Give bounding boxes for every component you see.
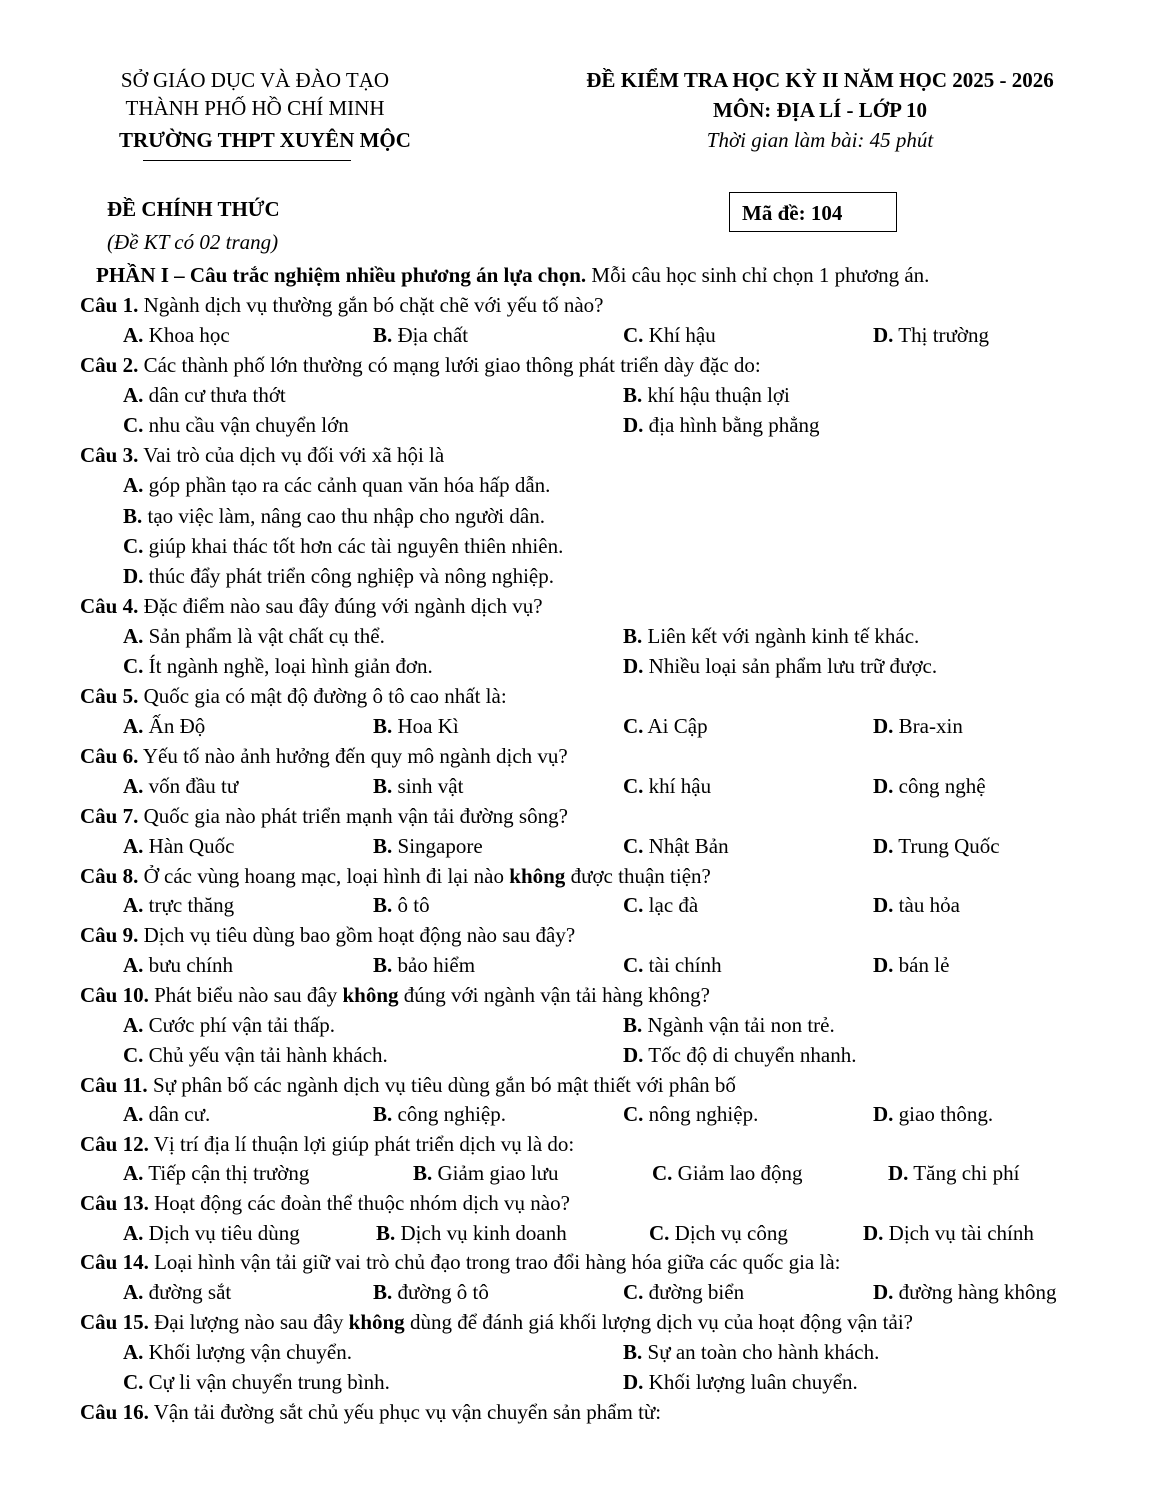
item-label: B. [373, 323, 393, 347]
question-3 [80, 441, 444, 469]
question-12 [80, 1130, 574, 1158]
item-text: Chủ yếu vận tải hành khách. [143, 1043, 388, 1067]
item-label: Câu 8. [80, 864, 139, 888]
item-text: Địa chất [392, 323, 469, 347]
option-a [123, 471, 550, 499]
item-label: C. [649, 1221, 670, 1245]
item-text: Singapore [392, 834, 483, 858]
item-label: C. [623, 893, 644, 917]
item-label: D. [623, 1043, 644, 1067]
item-label: C. [123, 654, 144, 678]
item-text: Ấn Độ [143, 714, 206, 738]
item-text: giúp khai thác tốt hơn các tài nguyên thiên nhiên. [143, 534, 564, 558]
item-text: tạo việc làm, nâng cao thu nhập cho người dân. [142, 504, 545, 528]
option-c [649, 1219, 788, 1247]
option-d [873, 1278, 1056, 1306]
item-text: Hoa Kì [392, 714, 459, 738]
item-text: bán lẻ [893, 953, 950, 977]
item-label: D. [873, 953, 894, 977]
item-text: Đặc điểm nào sau đây đúng với ngành dịch vụ? [138, 594, 543, 618]
item-text: Giảm lao động [672, 1161, 803, 1185]
question-11 [80, 1071, 736, 1099]
question-text: Ngành dịch vụ thường gắn bó chặt chẽ với yếu tố nào? [138, 293, 604, 317]
item-label: A. [123, 624, 144, 648]
item-label: C. [123, 1043, 144, 1067]
item-text: dân cư. [143, 1102, 211, 1126]
question-2 [80, 351, 761, 379]
item-label: A. [123, 1102, 144, 1126]
item-text: Ngành vận tải non trẻ. [642, 1013, 835, 1037]
item-text: Quốc gia có mật độ đường ô tô cao nhất là: [138, 684, 507, 708]
option-d [873, 891, 960, 919]
item-label: C. [623, 834, 644, 858]
item-label: A. [123, 953, 144, 977]
item-text: Các thành phố lớn thường có mạng lưới giao thông phát triển dày đặc do: [138, 353, 761, 377]
item-text: đường sắt [143, 1280, 232, 1304]
item-label: Câu 10. [80, 983, 149, 1007]
item-text: góp phần tạo ra các cảnh quan văn hóa hấp dẫn. [143, 473, 551, 497]
question-7 [80, 802, 568, 830]
item-label: B. [373, 1280, 393, 1304]
item-label: Câu 5. [80, 684, 139, 708]
item-label: B. [123, 504, 143, 528]
item-label: B. [373, 714, 393, 738]
option-c [123, 532, 563, 560]
item-text: Liên kết với ngành kinh tế khác. [642, 624, 920, 648]
item-text: ô tô [392, 893, 430, 917]
item-label: C. [623, 953, 644, 977]
option-a [123, 1159, 309, 1187]
option-b [373, 951, 475, 979]
item-label: C. [123, 1370, 144, 1394]
option-d [873, 712, 963, 740]
item-text: Sản phẩm là vật chất cụ thể. [143, 624, 385, 648]
option-d [873, 1100, 993, 1128]
option-b [376, 1219, 567, 1247]
item-text: khí hậu thuận lợi [642, 383, 790, 407]
item-text: địa hình bằng phẳng [643, 413, 820, 437]
option-a [123, 832, 234, 860]
option-c [623, 891, 698, 919]
item-text: Vận tải đường sắt chủ yếu phục vụ vận chuyển sản phẩm từ: [148, 1400, 662, 1424]
item-label: B. [623, 624, 643, 648]
item-label: B. [623, 383, 643, 407]
exam-title: ĐỀ KIỂM TRA HỌC KỲ II NĂM HỌC 2025 - 2026 [586, 68, 1054, 92]
item-label: A. [123, 383, 144, 407]
item-text: sinh vật [392, 774, 464, 798]
item-label: B. [413, 1161, 433, 1185]
option-b [623, 1011, 835, 1039]
item-label: A. [123, 774, 144, 798]
option-c [623, 321, 716, 349]
option-a [123, 891, 234, 919]
option-b [623, 1338, 879, 1366]
item-text: không [342, 983, 399, 1007]
item-label: Câu 7. [80, 804, 139, 828]
question-15 [80, 1308, 913, 1336]
item-text: thúc đẩy phát triển công nghiệp và nông nghiệp. [143, 564, 554, 588]
option-d [873, 951, 949, 979]
item-label: B. [373, 834, 393, 858]
item-text: Hàn Quốc [143, 834, 235, 858]
question-9 [80, 921, 575, 949]
item-label: C. [623, 323, 644, 347]
dept-line1: SỞ GIÁO DỤC VÀ ĐÀO TẠO [120, 68, 390, 92]
item-text: lạc đà [643, 893, 699, 917]
item-text: Dịch vụ kinh doanh [395, 1221, 567, 1245]
school-underline [143, 160, 351, 161]
section-title-bold: PHẦN I – Câu trắc nghiệm nhiều phương án lựa chọn. [96, 263, 587, 287]
option-c [623, 712, 708, 740]
item-text: Sự an toàn cho hành khách. [642, 1340, 880, 1364]
option-a [123, 951, 233, 979]
item-label: D. [623, 654, 644, 678]
option-d [888, 1159, 1019, 1187]
subject-line: MÔN: ĐỊA LÍ - LỚP 10 [712, 98, 928, 122]
question-5 [80, 682, 507, 710]
item-label: D. [873, 834, 894, 858]
item-label: A. [123, 1221, 144, 1245]
item-text: dân cư thưa thớt [143, 383, 286, 407]
option-b [413, 1159, 559, 1187]
item-label: B. [623, 1340, 643, 1364]
item-text: được thuận tiện? [565, 864, 711, 888]
item-label: A. [123, 1340, 144, 1364]
item-text: vốn đầu tư [143, 774, 239, 798]
item-text: Sự phân bố các ngành dịch vụ tiêu dùng gắn bó mật thiết với phân bố [147, 1073, 736, 1097]
option-b [623, 381, 790, 409]
question-4 [80, 592, 543, 620]
item-label: C. [123, 534, 144, 558]
item-text: nông nghiệp. [643, 1102, 759, 1126]
item-text: đường biển [643, 1280, 745, 1304]
item-label: D. [873, 323, 894, 347]
exam-code-box [729, 192, 897, 232]
item-text: tàu hỏa [893, 893, 960, 917]
item-text: tài chính [643, 953, 722, 977]
item-label: C. [623, 714, 644, 738]
item-label: B. [373, 953, 393, 977]
option-a [123, 1011, 335, 1039]
item-text: Khoa học [143, 323, 230, 347]
item-text: bảo hiểm [392, 953, 476, 977]
option-a [123, 1100, 210, 1128]
dept-line2: THÀNH PHỐ HỒ CHÍ MINH [125, 96, 385, 120]
pages-note: (Đề KT có 02 trang) [107, 230, 279, 254]
item-text: Vị trí địa lí thuận lợi giúp phát triển dịch vụ là do: [148, 1132, 575, 1156]
item-label: Câu 4. [80, 594, 139, 618]
item-label: C. [623, 1280, 644, 1304]
official-label: ĐỀ CHÍNH THỨC [107, 197, 280, 221]
item-text: Vai trò của dịch vụ đối với xã hội là [138, 443, 445, 467]
option-b [373, 712, 459, 740]
item-label: D. [863, 1221, 884, 1245]
option-b [373, 891, 430, 919]
item-text: công nghệ [893, 774, 986, 798]
option-c [623, 772, 711, 800]
option-c [623, 832, 729, 860]
option-d [873, 772, 986, 800]
item-label: Câu 15. [80, 1310, 149, 1334]
item-text: Phát biểu nào sau đây [148, 983, 343, 1007]
item-label: B. [373, 1102, 393, 1126]
option-b [373, 832, 483, 860]
item-label: A. [123, 473, 144, 497]
option-c [623, 1100, 758, 1128]
item-label: D. [873, 893, 894, 917]
item-text: Khối lượng vận chuyển. [143, 1340, 352, 1364]
item-text: Tiếp cận thị trường [143, 1161, 310, 1185]
option-c [623, 1278, 744, 1306]
item-text: công nghiệp. [392, 1102, 506, 1126]
option-d [873, 832, 1000, 860]
item-text: Bra-xin [893, 714, 963, 738]
option-a [123, 1338, 352, 1366]
option-c [123, 411, 349, 439]
item-text: Dịch vụ công [669, 1221, 788, 1245]
option-a [123, 1219, 300, 1247]
item-text: Dịch vụ tài chính [883, 1221, 1034, 1245]
item-label: D. [888, 1161, 909, 1185]
item-label: A. [123, 714, 144, 738]
item-text: không [509, 864, 566, 888]
question-14 [80, 1248, 841, 1276]
item-label: A. [123, 323, 144, 347]
item-label: B. [373, 774, 393, 798]
item-text: Ít ngành nghề, loại hình giản đơn. [143, 654, 433, 678]
item-text: Cước phí vận tải thấp. [143, 1013, 336, 1037]
option-c [123, 1368, 390, 1396]
option-d [623, 652, 937, 680]
option-d [863, 1219, 1034, 1247]
option-d [623, 1368, 858, 1396]
exam-code: Mã đề: 104 [742, 201, 843, 225]
item-label: Câu 16. [80, 1400, 149, 1424]
item-label: Câu 3. [80, 443, 139, 467]
option-c [652, 1159, 802, 1187]
item-text: giao thông. [893, 1102, 994, 1126]
item-label: D. [873, 1280, 894, 1304]
item-text: Khí hậu [643, 323, 716, 347]
option-d [123, 562, 554, 590]
item-label: Câu 2. [80, 353, 139, 377]
section-title [96, 261, 929, 289]
item-label: Câu 12. [80, 1132, 149, 1156]
question-8 [80, 862, 711, 890]
item-text: Yếu tố nào ảnh hưởng đến quy mô ngành dịch vụ? [138, 744, 568, 768]
option-c [623, 951, 722, 979]
item-label: C. [623, 774, 644, 798]
item-text: nhu cầu vận chuyển lớn [143, 413, 349, 437]
item-text: Ở các vùng hoang mạc, loại hình đi lại nào [138, 864, 510, 888]
item-text: khí hậu [643, 774, 712, 798]
option-a [123, 712, 205, 740]
item-label: D. [873, 774, 894, 798]
option-b [623, 622, 919, 650]
time-line: Thời gian làm bài: 45 phút [706, 128, 934, 152]
option-a [123, 772, 238, 800]
option-b [123, 502, 545, 530]
option-a [123, 321, 230, 349]
option-d [873, 321, 989, 349]
item-text: Giảm giao lưu [432, 1161, 559, 1185]
item-label: D. [873, 1102, 894, 1126]
item-text: Nhiều loại sản phẩm lưu trữ được. [643, 654, 938, 678]
item-text: Tăng chi phí [908, 1161, 1020, 1185]
item-text: đường hàng không [893, 1280, 1057, 1304]
item-text: Thị trường [893, 323, 990, 347]
item-label: A. [123, 1280, 144, 1304]
option-b [373, 772, 463, 800]
item-text: Khối lượng luân chuyển. [643, 1370, 858, 1394]
option-b [373, 321, 468, 349]
item-label: A. [123, 834, 144, 858]
question-13 [80, 1189, 570, 1217]
item-text: Quốc gia nào phát triển mạnh vận tải đường sông? [138, 804, 568, 828]
option-a [123, 622, 385, 650]
item-label: B. [376, 1221, 396, 1245]
question-6 [80, 742, 568, 770]
item-text: Loại hình vận tải giữ vai trò chủ đạo trong trao đổi hàng hóa giữa các quốc gia là: [148, 1250, 841, 1274]
school-name: TRƯỜNG THPT XUYÊN MỘC [119, 128, 411, 152]
item-label: B. [623, 1013, 643, 1037]
item-label: Câu 6. [80, 744, 139, 768]
item-text: không [348, 1310, 405, 1334]
option-b [373, 1100, 506, 1128]
option-c [123, 652, 433, 680]
item-label: D. [873, 714, 894, 738]
option-c [123, 1041, 388, 1069]
question-1 [80, 291, 604, 319]
option-a [123, 1278, 231, 1306]
item-label: Câu 14. [80, 1250, 149, 1274]
item-text: Dịch vụ tiêu dùng [143, 1221, 300, 1245]
item-text: Nhật Bản [643, 834, 729, 858]
item-text: dùng để đánh giá khối lượng dịch vụ của hoạt động vận tải? [404, 1310, 913, 1334]
item-text: Hoạt động các đoàn thể thuộc nhóm dịch vụ nào? [148, 1191, 570, 1215]
item-label: D. [623, 1370, 644, 1394]
item-label: A. [123, 1161, 144, 1185]
item-label: D. [623, 413, 644, 437]
item-text: đường ô tô [392, 1280, 489, 1304]
item-text: Dịch vụ tiêu dùng bao gồm hoạt động nào sau đây? [138, 923, 576, 947]
item-label: C. [123, 413, 144, 437]
item-text: trực thăng [143, 893, 235, 917]
item-label: Câu 9. [80, 923, 139, 947]
item-label: Câu 13. [80, 1191, 149, 1215]
item-label: D. [123, 564, 144, 588]
item-text: bưu chính [143, 953, 233, 977]
item-text: Cự li vận chuyển trung bình. [143, 1370, 390, 1394]
item-text: Trung Quốc [893, 834, 1000, 858]
option-b [373, 1278, 489, 1306]
option-d [623, 1041, 857, 1069]
section-title-rest: Mỗi câu học sinh chỉ chọn 1 phương án. [586, 263, 930, 287]
item-text: Đại lượng nào sau đây [148, 1310, 349, 1334]
option-a [123, 381, 286, 409]
item-label: Câu 11. [80, 1073, 148, 1097]
item-label: C. [623, 1102, 644, 1126]
item-text: Tốc độ di chuyển nhanh. [643, 1043, 857, 1067]
item-text: đúng với ngành vận tải hàng không? [398, 983, 710, 1007]
question-16 [80, 1398, 661, 1426]
item-label: C. [652, 1161, 673, 1185]
question-10 [80, 981, 710, 1009]
question-number: Câu 1. [80, 293, 139, 317]
item-text: Ai Cập [643, 714, 708, 738]
option-d [623, 411, 820, 439]
item-label: A. [123, 893, 144, 917]
item-label: A. [123, 1013, 144, 1037]
item-label: B. [373, 893, 393, 917]
